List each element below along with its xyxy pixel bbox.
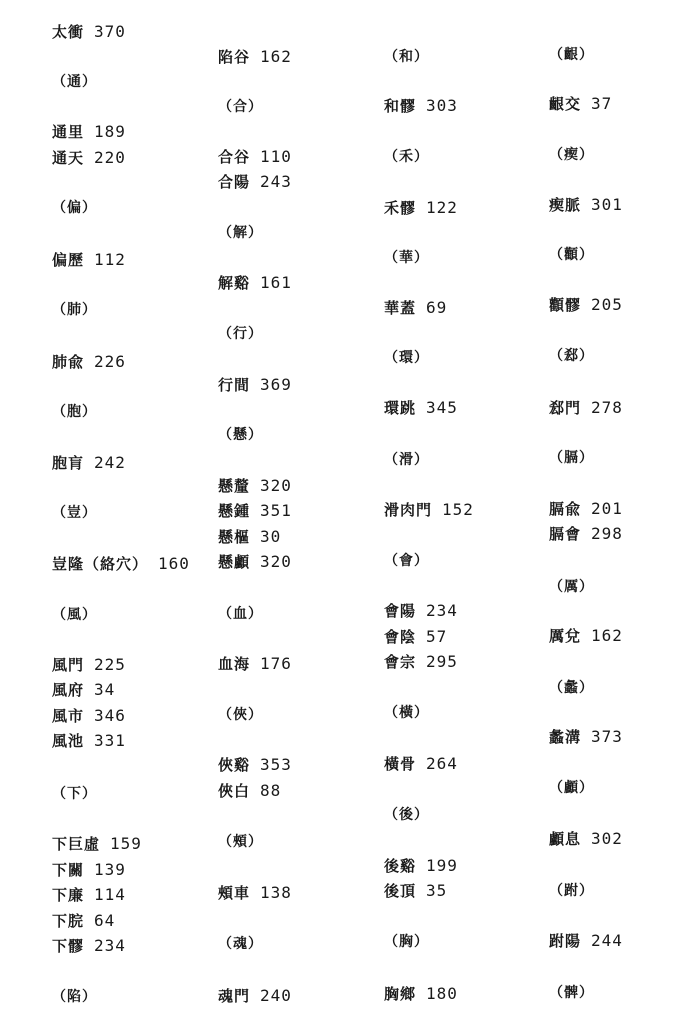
page-number: 220 (94, 148, 126, 167)
index-column-1 (52, 0, 202, 1024)
acupoint-name: 行間 (218, 376, 251, 394)
acupoint-name: 會宗 (384, 653, 417, 671)
acupoint-name: 後頂 (384, 882, 417, 900)
page-number: 295 (426, 652, 458, 671)
page-number: 162 (591, 626, 623, 645)
index-entry (384, 754, 458, 774)
page-number: 278 (591, 398, 623, 417)
index-entry (549, 626, 623, 646)
acupoint-name: 風池 (52, 732, 85, 750)
index-column-4 (549, 0, 699, 1024)
index-entry (218, 781, 281, 801)
index-entry (218, 172, 292, 192)
index-entry (52, 655, 126, 675)
index-entry (52, 352, 126, 372)
index-entry (52, 936, 126, 956)
acupoint-name: 豈隆（絡穴） (52, 555, 149, 573)
page-number: 161 (260, 273, 292, 292)
acupoint-name: 俠白 (218, 782, 251, 800)
index-entry (384, 500, 474, 520)
section-header: （和） (384, 49, 429, 65)
index-entry (384, 96, 458, 116)
index-column-3 (384, 0, 534, 1024)
page-number: 69 (426, 298, 448, 317)
page-number: 205 (591, 295, 623, 314)
acupoint-name: 顴髎 (549, 296, 582, 314)
index-entry (218, 147, 292, 167)
page-number: 162 (260, 47, 292, 66)
acupoint-name: 會陰 (384, 628, 417, 646)
page-number: 346 (94, 706, 126, 725)
page-number: 351 (260, 501, 292, 520)
acupoint-name: 風門 (52, 656, 85, 674)
index-entry (52, 554, 190, 574)
section-header: （豈） (52, 505, 97, 521)
index-entry (384, 298, 447, 318)
acupoint-name: 肺兪 (52, 353, 85, 371)
section-header: （頰） (218, 834, 263, 850)
page-number: 302 (591, 829, 623, 848)
acupoint-name: 會陽 (384, 602, 417, 620)
page-number: 57 (426, 627, 448, 646)
acupoint-name: 通天 (52, 149, 85, 167)
acupoint-name: 橫骨 (384, 755, 417, 773)
section-header: （後） (384, 807, 429, 823)
page-number: 110 (260, 147, 292, 166)
page-number: 353 (260, 755, 292, 774)
page-number: 234 (94, 936, 126, 955)
page-number: 176 (260, 654, 292, 673)
page-number: 331 (94, 731, 126, 750)
page-number: 139 (94, 860, 126, 879)
index-entry (218, 375, 292, 395)
index-entry (52, 731, 126, 751)
index-entry (218, 986, 292, 1006)
index-entry (52, 22, 126, 42)
page-number: 35 (426, 881, 448, 900)
page-number: 30 (260, 527, 282, 546)
index-entry (52, 834, 142, 854)
index-entry (549, 398, 623, 418)
section-header: （行） (218, 326, 263, 342)
index-entry (218, 527, 281, 547)
page-number: 244 (591, 931, 623, 950)
acupoint-name: 環跳 (384, 399, 417, 417)
page-number: 114 (94, 885, 126, 904)
index-entry (218, 273, 292, 293)
acupoint-name: 風市 (52, 707, 85, 725)
index-entry (549, 499, 623, 519)
section-header: （懸） (218, 427, 263, 443)
section-header: （膈） (549, 450, 594, 466)
acupoint-name: 下廉 (52, 886, 85, 904)
section-header: （解） (218, 225, 263, 241)
index-entry (52, 680, 115, 700)
section-header: （血） (218, 606, 263, 622)
page-number: 112 (94, 250, 126, 269)
acupoint-name: 懸樞 (218, 528, 251, 546)
index-entry (549, 195, 623, 215)
page-number: 160 (158, 554, 190, 573)
acupoint-name: 風府 (52, 681, 85, 699)
index-entry (384, 984, 458, 1004)
section-header: （瘈） (549, 147, 594, 163)
acupoint-name: 和髎 (384, 97, 417, 115)
page-number: 345 (426, 398, 458, 417)
index-entry (52, 706, 126, 726)
index-entry (384, 881, 447, 901)
acupoint-name: 厲兌 (549, 627, 582, 645)
index-entry (549, 524, 623, 544)
acupoint-name: 滑肉門 (384, 501, 433, 519)
index-entry (384, 601, 458, 621)
section-header: （肺） (52, 302, 97, 318)
index-entry (384, 627, 447, 647)
page-number: 34 (94, 680, 116, 699)
section-header: （通） (52, 74, 97, 90)
page-number: 370 (94, 22, 126, 41)
section-header: （顱） (549, 780, 594, 796)
index-entry (218, 883, 292, 903)
index-entry (218, 476, 292, 496)
section-header: （蠡） (549, 680, 594, 696)
section-header: （橫） (384, 705, 429, 721)
section-header: （滑） (384, 452, 429, 468)
acupoint-name: 下髎 (52, 937, 85, 955)
page-number: 369 (260, 375, 292, 394)
section-header: （俠） (218, 707, 263, 723)
acupoint-name: 華蓋 (384, 299, 417, 317)
page-number: 152 (442, 500, 474, 519)
index-entry (218, 654, 292, 674)
acupoint-name: 瘈脈 (549, 196, 582, 214)
index-entry (549, 295, 623, 315)
acupoint-name: 郄門 (549, 399, 582, 417)
acupoint-name: 胞肓 (52, 454, 85, 472)
page-number: 373 (591, 727, 623, 746)
index-entry (384, 652, 458, 672)
index-entry (549, 727, 623, 747)
section-header: （胞） (52, 404, 97, 420)
acupoint-name: 下脘 (52, 912, 85, 930)
acupoint-name: 合谷 (218, 148, 251, 166)
acupoint-name: 通里 (52, 123, 85, 141)
page-number: 234 (426, 601, 458, 620)
index-entry (52, 250, 126, 270)
index-entry (52, 453, 126, 473)
index-entry (52, 148, 126, 168)
page-number: 64 (94, 911, 116, 930)
index-entry (52, 885, 126, 905)
page-number: 264 (426, 754, 458, 773)
index-entry (384, 856, 458, 876)
acupoint-name: 陷谷 (218, 48, 251, 66)
page-number: 243 (260, 172, 292, 191)
section-header: （偏） (52, 200, 97, 216)
section-header: （風） (52, 607, 97, 623)
page-number: 320 (260, 476, 292, 495)
section-header: （魂） (218, 936, 263, 952)
acupoint-name: 禾髎 (384, 199, 417, 217)
acupoint-name: 懸顱 (218, 553, 251, 571)
index-entry (52, 122, 126, 142)
section-header: （禾） (384, 149, 429, 165)
acupoint-name: 下巨虛 (52, 835, 101, 853)
section-header: （郄） (549, 348, 594, 364)
acupoint-name: 蠡溝 (549, 728, 582, 746)
acupoint-name: 太衝 (52, 23, 85, 41)
section-header: （華） (384, 250, 429, 266)
index-entry (218, 501, 292, 521)
section-header: （陷） (52, 989, 97, 1005)
index-entry (218, 47, 292, 67)
acupoint-name: 後谿 (384, 857, 417, 875)
index-entry (549, 94, 612, 114)
page-number: 242 (94, 453, 126, 472)
page-number: 225 (94, 655, 126, 674)
index-entry (218, 552, 292, 572)
acupoint-name: 俠谿 (218, 756, 251, 774)
acupoint-name: 顱息 (549, 830, 582, 848)
index-entry (52, 911, 115, 931)
page-number: 303 (426, 96, 458, 115)
page-number: 201 (591, 499, 623, 518)
page-number: 301 (591, 195, 623, 214)
page-number: 320 (260, 552, 292, 571)
index-entry (384, 398, 458, 418)
acupoint-name: 血海 (218, 655, 251, 673)
acupoint-name: 偏歷 (52, 251, 85, 269)
acupoint-name: 懸釐 (218, 477, 251, 495)
page-number: 199 (426, 856, 458, 875)
page-number: 226 (94, 352, 126, 371)
acupoint-name: 膈兪 (549, 500, 582, 518)
index-entry (218, 755, 292, 775)
section-header: （厲） (549, 579, 594, 595)
page-number: 122 (426, 198, 458, 217)
page-number: 240 (260, 986, 292, 1005)
acupoint-name: 頰車 (218, 884, 251, 902)
page-number: 180 (426, 984, 458, 1003)
index-entry (549, 931, 623, 951)
section-header: （顴） (549, 247, 594, 263)
section-header: （胸） (384, 934, 429, 950)
acupoint-name: 解谿 (218, 274, 251, 292)
page-number: 159 (110, 834, 142, 853)
section-header: （合） (218, 99, 263, 115)
page-number: 88 (260, 781, 282, 800)
section-header: （齦） (549, 47, 594, 63)
index-entry (52, 860, 126, 880)
acupoint-name: 胸鄉 (384, 985, 417, 1003)
acupoint-name: 跗陽 (549, 932, 582, 950)
section-header: （下） (52, 786, 97, 802)
acupoint-name: 合陽 (218, 173, 251, 191)
section-header: （會） (384, 553, 429, 569)
acupoint-name: 齦交 (549, 95, 582, 113)
acupoint-name: 下關 (52, 861, 85, 879)
section-header: （環） (384, 350, 429, 366)
acupoint-name: 魂門 (218, 987, 251, 1005)
index-entry (384, 198, 458, 218)
acupoint-name: 懸鍾 (218, 502, 251, 520)
page-number: 298 (591, 524, 623, 543)
acupoint-name: 膈會 (549, 525, 582, 543)
page-number: 37 (591, 94, 613, 113)
index-entry (549, 829, 623, 849)
section-header: （跗） (549, 883, 594, 899)
index-column-2 (218, 0, 368, 1024)
page-number: 138 (260, 883, 292, 902)
section-header: （髀） (549, 985, 594, 1001)
page-number: 189 (94, 122, 126, 141)
